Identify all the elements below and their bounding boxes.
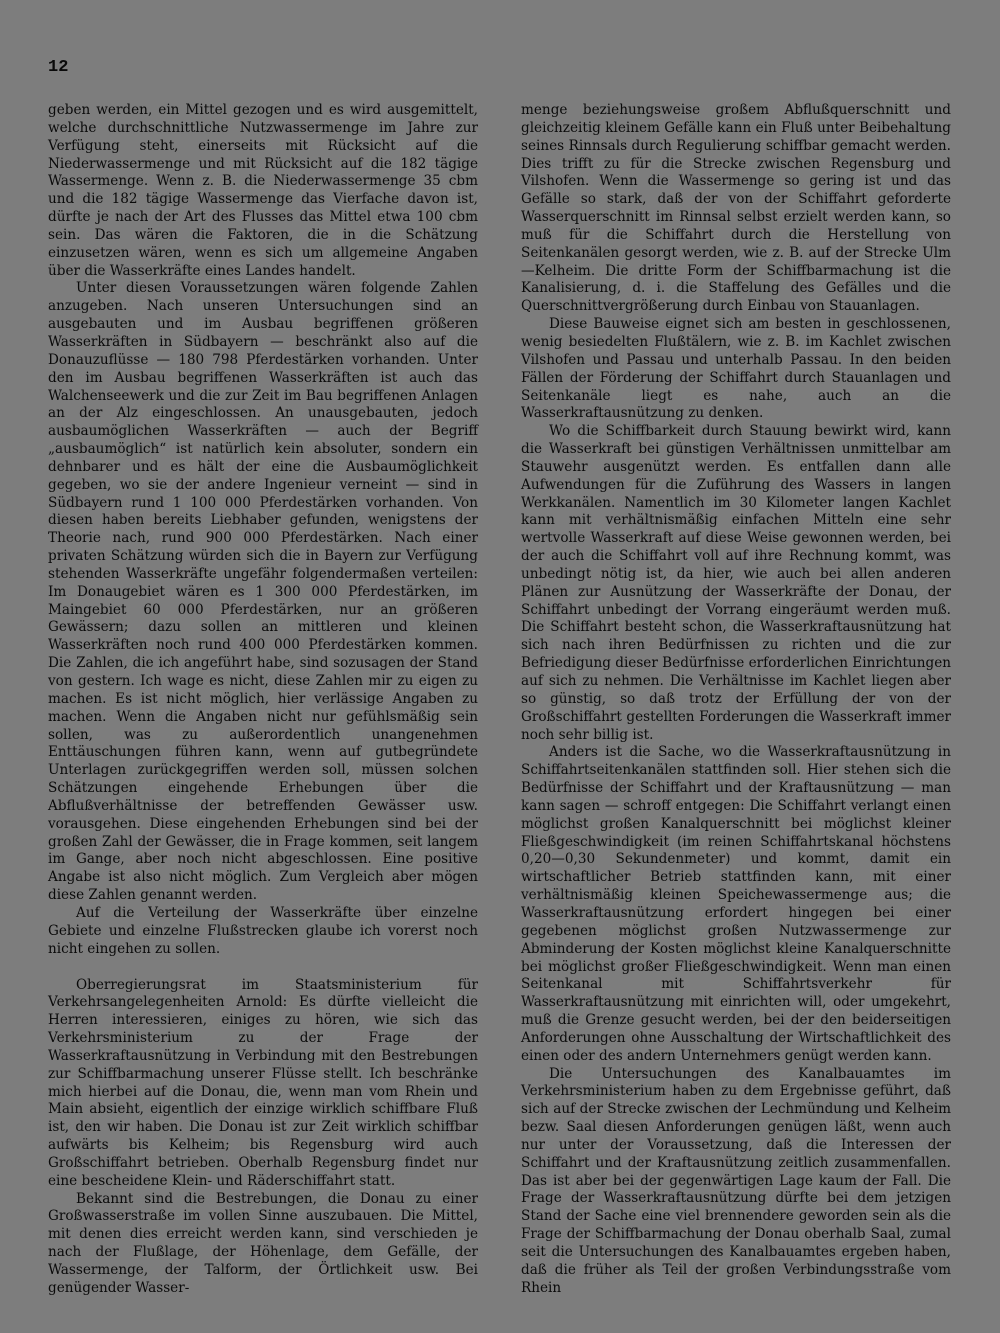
paragraph-gap: [48, 959, 478, 977]
paragraph: Bekannt sind die Bestrebungen, die Donau zu einer Großwasserstraße im vollen Sinne auszubauen. Die Mittel, mit denen dies erreicht werden kann, sind verschieden je nach der Flußlage, der Höhenlage, dem Gefälle, der Wassermenge, der Talform, der Örtlichkeit usw. Bei genügender Wasser-: [48, 1190, 478, 1296]
paragraph: menge beziehungsweise großem Abflußquerschnitt und gleichzeitig kleinem Gefälle kann ein Fluß unter Beibehaltung seines Rinnsals durch Regulierung schiffbar gemacht werden. Dies trifft zu für die Strecke zwischen Regensburg und Vilshofen. Wenn die Wassermenge so gering ist und das Gefälle so stark, daß der von der Schiffahrt geforderte Wasserquerschnitt im Rinnsal selbst erzielt werden kann, so muß für die Schiffahrt durch die Herstellung von Seitenkanälen gesorgt werden, wie z. B. auf der Strecke Ulm—Kelheim. Die dritte Form der Schiffbarmachung ist die Kanalisierung, d. i. die Staffelung des Gefälles und die Querschnittvergrößerung durch Einbau von Stauanlagen.: [521, 102, 951, 315]
paragraph: Wo die Schiffbarkeit durch Stauung bewirkt wird, kann die Wasserkraft bei günstigen Verhältnissen unmittelbar am Stauwehr ausgenützt werden. Es entfallen dann alle Aufwendungen für die Zuführung des Wassers in langen Werkkanälen. Namentlich im 30 Kilometer langen Kachlet kann mit verhältnismäßig einfachen Mitteln eine sehr wertvolle Wasserkraft auf diese Weise gewonnen werden, bei der auch die Schiffahrt voll auf ihre Rechnung kommt, was unbedingt nötig ist, da hier, wie auch bei allen anderen Plänen zur Ausnützung der Wasserkräfte der Donau, der Schiffahrt unbedingt der Vorrang eingeräumt werden muß. Die Schiffahrt besteht schon, die Wasserkraftausnützung hat sich nach ihren Bedürfnissen zu richten und die zur Befriedigung dieser Bedürfnisse erforderlichen Einrichtungen auf sich zu nehmen. Die Verhältnisse im Kachlet liegen aber so günstig, so daß trotz der Erfüllung der von der Großschiffahrt gestellten Forderungen die Wasserkraft immer noch sehr billig ist.: [521, 423, 952, 743]
paragraph: Anders ist die Sache, wo die Wasserkraftausnützung in Schiffahrtseitenkanälen stattfinden soll. Hier stehen sich die Bedürfnisse der Schiffahrt und der Kraftausnützung — man kann sagen — schroff entgegen: Die Schiffahrt verlangt einen möglichst großen Kanalquerschnitt bei möglichst kleiner Fließgeschwindigkeit (im reinen Schiffahrtskanal höchstens 0,20—0,30 Sekundenmeter) und kommt, damit ein wirtschaftlicher Betrieb stattfinden kann, mit einer verhältnismäßig kleinen Speichewassermenge aus; die Wasserkraftausnützung erfordert hingegen bei einer gegebenen möglichst großen Nutzwassermenge zur Abminderung der Kosten möglichst kleine Kanalquerschnitte bei möglichst großer Fließgeschwindigkeit. Wenn man einen Seitenkanal mit Schiffahrtsverkehr für Wasserkraftausnützung mit einrichten will, oder umgekehrt, muß die Grenze gesucht werden, bei der den beiderseitigen Anforderungen ohne Ausschaltung der Wirtschaftlichkeit des einen oder des andern Unternehmers genügt werden kann.: [521, 744, 951, 1064]
paragraph: Die Untersuchungen des Kanalbauamtes im Verkehrsministerium haben zu dem Ergebnisse geführt, daß sich auf der Strecke zwischen der Lechmündung und Kelheim bezw. Saal diesen Anforderungen genügen läßt, wenn auch nur unter der Voraussetzung, daß die Interessen der Schiffahrt und der Kraftausnützung zeitlich zusammenfallen. Das ist aber bei der gegenwärtigen Lage kaum der Fall. Die Frage der Wasserkraftausnützung dürfte bei dem jetzigen Stand der Sache eine viel brennendere geworden sein als die Frage der Schiffbarmachung der Donau oberhalb Saal, zumal seit die Untersuchungen des Kanalbauamtes ergeben haben, daß die früher als Teil der großen Verbindungsstraße vom Rhein: [521, 1065, 951, 1296]
paragraph: Unter diesen Voraussetzungen wären folgende Zahlen anzugeben. Nach unseren Untersuchungen sind an ausgebauten und im Ausbau begriffenen größeren Wasserkräften in Südbayern — beschränkt also auf die Donauzuflüsse — 180 798 Pferdestärken vorhanden. Unter den im Ausbau begriffenen Wasserkräften ist auch das Walchenseewerk und die zur Zeit im Bau begriffenen Anlagen an der Alz eingeschlossen. An unausgebauten, jedoch ausbaumöglichen Wasserkräften — auch der Begriff „ausbaumöglich“ ist natürlich kein absoluter, sondern ein dehnbarer und es hält der eine die Ausbaumöglichkeit gegeben, wo sie der andere Ingenieur verneint — sind in Südbayern rund 1 100 000 Pferdestärken vorhanden. Von diesen haben bereits Liebhaber gefunden, wenigstens der Theorie nach, rund 900 000 Pferdestärken. Nach einer privaten Schätzung würden sich die in Bayern zur Verfügung stehenden Wasserkräfte ungefähr folgendermaßen verteilen: Im Donaugebiet wären es 1 300 000 Pferdestärken, im Maingebiet 60 000 Pferdestärken, nur an größeren Gewässern; dazu sollen an mittleren und kleinen Wasserkräften noch rund 400 000 Pferdestärken kommen. Die Zahlen, die ich angeführt habe, sind sozusagen der Stand von gestern. Ich wage es nicht, diese Zahlen mir zu eigen zu machen. Es ist nicht möglich, hier verlässige Angaben zu machen. Wenn die Angaben nicht nur gefühlsmäßig sein sollen, was zu außerordentlich unangenehmen Enttäuschungen führen kann, wenn auf gutbegründete Unterlagen zurückgegriffen werden soll, müssen solchen Schätzungen eingehende Erhebungen über die Abflußverhältnisse der betreffenden Gewässer usw. vorausgehen. Diese eingehenden Erhebungen sind bei der großen Zahl der Gewässer, die in Frage kommen, seit langem im Gange, aber noch nicht abgeschlossen. Eine positive Angabe ist also nicht möglich. Zum Vergleich aber mögen diese Zahlen genannt werden.: [48, 280, 478, 904]
page-number: 12: [48, 58, 69, 77]
paragraph: Diese Bauweise eignet sich am besten in geschlossenen, wenig besiedelten Flußtälern, wie z. B. im Kachlet zwischen Vilshofen und Passau und unterhalb Passau. In den beiden Fällen der Förderung der Schiffahrt durch Stauanlagen und Seitenkanäle liegt es nahe, auch an die Wasserkraftausnützung zu denken.: [521, 316, 951, 422]
paragraph: Auf die Verteilung der Wasserkräfte über einzelne Gebiete und einzelne Flußstrecken glaube ich vorerst noch nicht eingehen zu sollen.: [48, 904, 478, 957]
left-column: [48, 102, 478, 1298]
paragraph: Oberregierungsrat im Staatsministerium für Verkehrsangelegenheiten Arnold: Es dürfte vielleicht die Herren interessieren, einiges zu hören, wie sich das Verkehrsministerium zu der Frage der Wasserkraftausnützung in Verbindung mit den Bestrebungen zur Schiffbarmachung unserer Flüsse stellt. Ich beschränke mich hierbei auf die Donau, die, wenn man vom Rhein und Main absieht, eigentlich der einzige wirklich schiffbare Fluß ist, den wir haben. Die Donau ist zur Zeit wirklich schiffbar aufwärts bis Kelheim; bis Regensburg wird auch Großschiffahrt betrieben. Oberhalb Regensburg findet nur eine bescheidene Klein- und Räderschiffahrt statt.: [48, 976, 478, 1189]
right-column: [521, 102, 951, 1298]
paragraph: geben werden, ein Mittel gezogen und es wird ausgemittelt, welche durchschnittliche Nutzwassermenge im Jahre zur Verfügung steht, einerseits mit Rücksicht auf die Niederwassermenge und mit Rücksicht auf die 182 tägige Wassermenge. Wenn z. B. die Niederwassermenge 35 cbm und die 182 tägige Wassermenge das Vierfache davon ist, dürfte je nach der Art des Flusses das Mittel etwa 100 cbm sein. Das wären die Faktoren, die in die Schätzung einzusetzen wären, wenn es sich um allgemeine Angaben über die Wasserkräfte eines Landes handelt.: [48, 102, 478, 279]
